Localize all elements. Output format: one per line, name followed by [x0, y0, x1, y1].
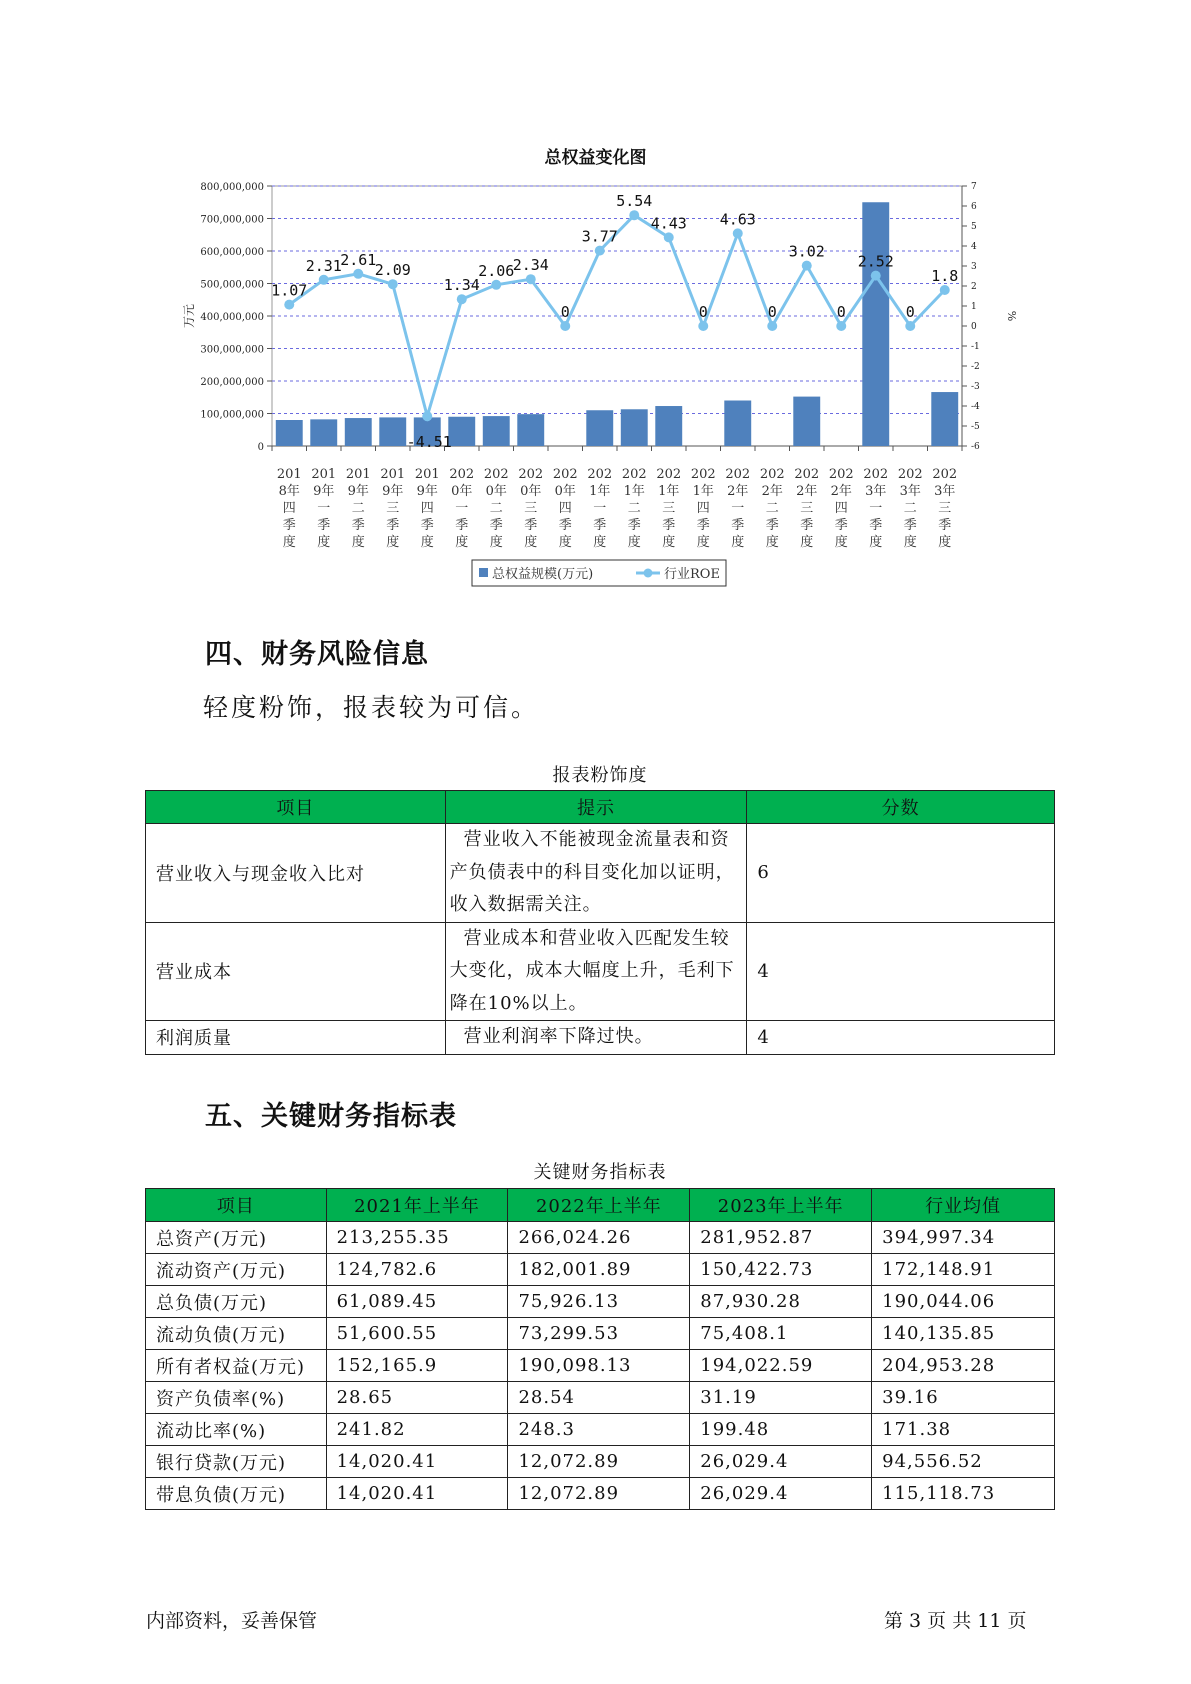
x-tick-label: 三: [524, 501, 538, 516]
header-cell: 2023年上半年: [690, 1189, 872, 1222]
equity-bar: [724, 401, 751, 447]
roe-data-label: 2.61: [340, 250, 377, 269]
y-right-tick-label: 0: [971, 322, 977, 332]
x-tick-label: 季: [351, 518, 365, 533]
footer-page-number: 第 3 页 共 11 页: [884, 1610, 1027, 1632]
x-tick-label: 季: [696, 518, 710, 533]
metric-value-cell: 115,118.73: [872, 1478, 1055, 1510]
header-cell: 项目: [146, 1189, 327, 1222]
x-tick-label: 1年: [658, 484, 680, 499]
x-tick-label: 度: [662, 535, 676, 550]
risk-score-cell: 6: [747, 824, 1055, 923]
header-cell: 项目: [146, 791, 446, 824]
x-tick-label: 二: [903, 501, 917, 516]
roe-data-label: 5.54: [616, 192, 653, 211]
metric-name-cell: 带息负债(万元): [146, 1478, 327, 1510]
x-tick-label: 202: [518, 467, 544, 482]
header-cell: 分数: [747, 791, 1055, 824]
y-left-tick-label: 600,000,000: [200, 247, 264, 258]
x-tick-label: 9年: [416, 484, 438, 499]
key-table-row: [146, 1350, 1055, 1382]
x-tick-label: 季: [489, 518, 503, 533]
metric-name-cell: 总资产(万元): [146, 1222, 327, 1254]
y-right-tick-label: 4: [971, 242, 977, 252]
y-left-tick-label: 700,000,000: [200, 214, 264, 226]
metric-value-cell: 51,600.55: [326, 1318, 508, 1350]
metric-value-cell: 204,953.28: [872, 1350, 1055, 1382]
risk-summary: 轻度粉饰，报表较为可信。: [203, 693, 540, 722]
x-tick-label: 度: [903, 535, 917, 550]
y-right-tick-label: -3: [971, 382, 980, 392]
x-tick-label: 3年: [899, 484, 921, 499]
equity-chart: [0, 0, 1191, 600]
roe-data-label: 0: [767, 303, 777, 321]
x-tick-label: 9年: [347, 484, 369, 499]
metric-value-cell: 194,022.59: [690, 1350, 872, 1382]
key-table-row: [146, 1478, 1055, 1510]
roe-data-label: 2.06: [478, 261, 515, 280]
x-tick-label: 202: [656, 467, 682, 482]
y-right-tick-label: 1: [971, 302, 977, 312]
risk-table-row: [146, 1021, 1055, 1055]
roe-data-label: 2.31: [305, 256, 342, 275]
y-right-tick-label: 3: [971, 262, 977, 272]
x-tick-label: 9年: [382, 484, 404, 499]
x-tick-label: 四: [834, 501, 848, 516]
x-tick-label: 度: [869, 535, 883, 550]
roe-point: [767, 321, 777, 331]
risk-hint-line: 降在10%以上。: [449, 992, 588, 1014]
x-tick-label: 一: [869, 501, 883, 516]
metric-value-cell: 172,148.91: [872, 1254, 1055, 1286]
risk-table-header: [146, 791, 1055, 824]
metric-value-cell: 75,926.13: [508, 1286, 690, 1318]
legend-bar-label: 总权益规模(万元): [492, 567, 594, 582]
equity-bar: [310, 419, 337, 446]
x-tick-label: 度: [489, 535, 503, 550]
roe-data-label: 2.09: [374, 261, 411, 280]
roe-data-label: 0: [905, 303, 915, 321]
roe-data-label: 2.34: [512, 256, 549, 275]
x-tick-label: 1年: [692, 484, 714, 499]
y-left-tick-label: 800,000,000: [200, 182, 264, 193]
x-tick-label: 季: [627, 518, 641, 533]
y-right-tick-label: 6: [971, 202, 977, 212]
roe-point: [526, 274, 536, 284]
roe-data-label: 1.8: [931, 267, 959, 285]
x-tick-label: 二: [351, 501, 365, 516]
roe-point: [491, 280, 501, 290]
equity-bar: [379, 417, 406, 446]
x-tick-label: 201: [414, 467, 440, 482]
key-table-row: [146, 1446, 1055, 1478]
roe-data-label: 2.52: [857, 252, 894, 271]
metric-value-cell: 140,135.85: [872, 1318, 1055, 1350]
x-tick-label: 季: [593, 518, 607, 533]
x-tick-label: 202: [932, 467, 958, 482]
equity-bar: [276, 420, 303, 446]
x-tick-label: 度: [627, 535, 641, 550]
roe-data-label: 1.07: [271, 281, 308, 300]
x-tick-label: 度: [696, 535, 710, 550]
risk-score-cell: 4: [747, 922, 1055, 1021]
y-right-tick-label: -2: [971, 362, 980, 372]
x-tick-label: 202: [725, 467, 751, 482]
roe-data-label: 0: [836, 303, 846, 321]
metric-name-cell: 流动资产(万元): [146, 1254, 327, 1286]
equity-bar: [345, 418, 372, 446]
risk-table-row: [146, 922, 1055, 1021]
x-tick-label: 202: [759, 467, 785, 482]
x-tick-label: 季: [800, 518, 814, 533]
x-tick-label: 202: [621, 467, 647, 482]
roe-data-label: 4.43: [650, 214, 687, 233]
x-tick-label: 8年: [278, 484, 300, 499]
roe-point: [802, 261, 812, 271]
x-tick-label: 202: [690, 467, 716, 482]
x-tick-label: 季: [662, 518, 676, 533]
metric-value-cell: 39.16: [872, 1382, 1055, 1414]
x-tick-label: 度: [282, 535, 296, 550]
x-tick-label: 季: [455, 518, 469, 533]
risk-hint-line: 大变化，成本大幅度上升，毛利下: [449, 960, 735, 981]
x-tick-label: 1年: [589, 484, 611, 499]
roe-point: [353, 269, 363, 279]
x-tick-label: 度: [800, 535, 814, 550]
x-tick-label: 度: [731, 535, 745, 550]
header-cell: 2022年上半年: [508, 1189, 690, 1222]
roe-point: [629, 210, 639, 220]
risk-table-row: [146, 824, 1055, 923]
metric-value-cell: 12,072.89: [508, 1478, 690, 1510]
metric-value-cell: 61,089.45: [326, 1286, 508, 1318]
metric-value-cell: 190,044.06: [872, 1286, 1055, 1318]
risk-table-caption: 报表粉饰度: [552, 765, 648, 786]
x-tick-label: 四: [282, 501, 296, 516]
legend-line-label: 行业ROE: [664, 567, 720, 582]
metric-value-cell: 213,255.35: [326, 1222, 508, 1254]
x-tick-label: 度: [386, 535, 400, 550]
x-tick-label: 一: [455, 501, 469, 516]
metric-value-cell: 266,024.26: [508, 1222, 690, 1254]
key-table-header: [146, 1189, 1055, 1222]
x-tick-label: 二: [627, 501, 641, 516]
risk-hint-line: 产负债表中的科目变化加以证明，: [449, 861, 735, 883]
y-left-tick-label: 500,000,000: [200, 279, 264, 291]
x-tick-label: 季: [524, 518, 538, 533]
roe-point: [905, 321, 915, 331]
roe-point: [595, 246, 605, 256]
x-tick-label: 三: [800, 501, 814, 516]
equity-bar: [621, 409, 648, 446]
x-tick-label: 0年: [520, 484, 542, 499]
equity-bar: [793, 397, 820, 446]
y-right-tick-label: 7: [971, 182, 977, 192]
y-right-tick-label: 5: [971, 222, 977, 232]
metric-value-cell: 248.3: [508, 1414, 690, 1446]
risk-hint-line: 营业利润率下降过快。: [463, 1026, 654, 1047]
metric-name-cell: 流动比率(%): [146, 1414, 327, 1446]
roe-point: [457, 294, 467, 304]
x-tick-label: 度: [524, 535, 538, 550]
risk-hint-cell: [445, 824, 747, 923]
x-tick-label: 一: [731, 501, 745, 516]
roe-data-label: 3.02: [788, 242, 825, 261]
metric-value-cell: 171.38: [872, 1414, 1055, 1446]
metric-name-cell: 总负债(万元): [146, 1286, 327, 1318]
x-tick-label: 202: [897, 467, 923, 482]
metric-value-cell: 199.48: [690, 1414, 872, 1446]
risk-hint-line: 营业成本和营业收入匹配发生较: [463, 927, 730, 949]
metric-value-cell: 87,930.28: [690, 1286, 872, 1318]
y-right-tick-label: 2: [971, 282, 977, 292]
metric-value-cell: 26,029.4: [690, 1478, 872, 1510]
roe-point: [560, 321, 570, 331]
roe-point: [871, 271, 881, 281]
metric-value-cell: 14,020.41: [326, 1446, 508, 1478]
key-table-row: [146, 1286, 1055, 1318]
metric-value-cell: 31.19: [690, 1382, 872, 1414]
roe-point: [698, 321, 708, 331]
y-left-tick-label: 400,000,000: [200, 312, 264, 323]
x-tick-label: 202: [552, 467, 578, 482]
x-tick-label: 三: [386, 501, 400, 516]
key-table-row: [146, 1382, 1055, 1414]
y-right-tick-label: -1: [971, 342, 980, 352]
header-cell: 2021年上半年: [326, 1189, 508, 1222]
roe-point: [836, 321, 846, 331]
x-tick-label: 季: [765, 518, 779, 533]
x-tick-label: 202: [483, 467, 509, 482]
roe-point: [940, 285, 950, 295]
section5-heading: 五、关键财务指标表: [205, 1101, 457, 1132]
x-tick-label: 二: [489, 501, 503, 516]
x-tick-label: 度: [834, 535, 848, 550]
metric-value-cell: 73,299.53: [508, 1318, 690, 1350]
x-tick-label: 202: [449, 467, 475, 482]
metric-name-cell: 银行贷款(万元): [146, 1446, 327, 1478]
x-tick-label: 一: [593, 501, 607, 516]
x-tick-label: 季: [869, 518, 883, 533]
x-tick-label: 度: [593, 535, 607, 550]
x-tick-label: 季: [386, 518, 400, 533]
x-tick-label: 2年: [830, 484, 852, 499]
equity-bar: [931, 392, 958, 446]
key-table-caption: 关键财务指标表: [533, 1162, 667, 1183]
x-tick-label: 季: [731, 518, 745, 533]
x-tick-label: 202: [587, 467, 613, 482]
y-right-tick-label: -4: [971, 402, 980, 412]
section4-heading: 四、财务风险信息: [205, 639, 429, 670]
metric-value-cell: 394,997.34: [872, 1222, 1055, 1254]
metric-value-cell: 152,165.9: [326, 1350, 508, 1382]
x-tick-label: 201: [276, 467, 302, 482]
x-tick-label: 四: [558, 501, 572, 516]
y-left-tick-label: 0: [257, 442, 264, 453]
x-tick-label: 0年: [451, 484, 473, 499]
x-tick-label: 季: [903, 518, 917, 533]
equity-bar: [483, 416, 510, 446]
header-cell: 提示: [445, 791, 747, 824]
risk-item-cell: 营业成本: [146, 922, 446, 1021]
x-tick-label: 1年: [623, 484, 645, 499]
metric-value-cell: 94,556.52: [872, 1446, 1055, 1478]
header-cell: 行业均值: [872, 1189, 1055, 1222]
x-tick-label: 三: [662, 501, 676, 516]
metric-value-cell: 190,098.13: [508, 1350, 690, 1382]
x-tick-label: 202: [794, 467, 820, 482]
x-tick-label: 三: [938, 501, 952, 516]
x-tick-label: 度: [558, 535, 572, 550]
roe-point: [284, 300, 294, 310]
x-tick-label: 四: [420, 501, 434, 516]
x-tick-label: 0年: [554, 484, 576, 499]
roe-point: [388, 279, 398, 289]
equity-bar: [586, 410, 613, 446]
key-financial-table: [145, 1188, 1055, 1510]
key-table-row: [146, 1414, 1055, 1446]
risk-hint-line: 营业收入不能被现金流量表和资: [463, 829, 730, 850]
equity-bar: [655, 406, 682, 446]
metric-value-cell: 75,408.1: [690, 1318, 872, 1350]
x-tick-label: 季: [938, 518, 952, 533]
risk-hint-cell: [445, 922, 747, 1021]
x-tick-label: 度: [455, 535, 469, 550]
chart-title: 总权益变化图: [544, 148, 647, 168]
x-tick-label: 季: [420, 518, 434, 533]
x-tick-label: 季: [834, 518, 848, 533]
roe-point: [319, 275, 329, 285]
x-tick-label: 四: [696, 501, 710, 516]
x-tick-label: 度: [351, 535, 365, 550]
legend-line-marker: [644, 569, 653, 578]
x-tick-label: 季: [558, 518, 572, 533]
risk-hint-line: 收入数据需关注。: [449, 894, 602, 915]
x-tick-label: 3年: [865, 484, 887, 499]
metric-name-cell: 流动负债(万元): [146, 1318, 327, 1350]
roe-data-label: 1.34: [443, 276, 480, 295]
x-tick-label: 201: [345, 467, 371, 482]
x-tick-label: 201: [380, 467, 406, 482]
metric-name-cell: 资产负债率(%): [146, 1382, 327, 1414]
risk-table: [145, 790, 1055, 1055]
x-tick-label: 9年: [313, 484, 335, 499]
y-right-axis-label: %: [1005, 310, 1018, 322]
metric-name-cell: 所有者权益(万元): [146, 1350, 327, 1382]
equity-bar: [862, 202, 889, 446]
risk-item-cell: 利润质量: [146, 1021, 446, 1055]
roe-data-label: 0: [560, 303, 570, 321]
x-tick-label: 202: [828, 467, 854, 482]
x-tick-label: 季: [317, 518, 331, 533]
key-table-row: [146, 1318, 1055, 1350]
x-tick-label: 2年: [727, 484, 749, 499]
metric-value-cell: 26,029.4: [690, 1446, 872, 1478]
roe-data-label: 3.77: [581, 227, 618, 246]
footer-confidential: 内部资料，妥善保管: [146, 1610, 318, 1632]
roe-point: [422, 411, 432, 421]
y-left-tick-label: 200,000,000: [200, 377, 264, 388]
roe-point: [664, 232, 674, 242]
equity-bar: [517, 414, 544, 446]
metric-value-cell: 28.54: [508, 1382, 690, 1414]
x-tick-label: 度: [420, 535, 434, 550]
roe-data-label: 0: [698, 303, 708, 321]
x-tick-label: 度: [317, 535, 331, 550]
equity-bar: [448, 417, 475, 446]
x-tick-label: 二: [765, 501, 779, 516]
metric-value-cell: 124,782.6: [326, 1254, 508, 1286]
y-right-tick-label: -6: [971, 442, 980, 452]
x-tick-label: 度: [765, 535, 779, 550]
metric-value-cell: 182,001.89: [508, 1254, 690, 1286]
x-tick-label: 202: [863, 467, 889, 482]
metric-value-cell: 14,020.41: [326, 1478, 508, 1510]
y-left-tick-label: 100,000,000: [200, 409, 264, 421]
x-tick-label: 0年: [485, 484, 507, 499]
metric-value-cell: 12,072.89: [508, 1446, 690, 1478]
legend-bar-swatch: [479, 568, 488, 577]
metric-value-cell: 28.65: [326, 1382, 508, 1414]
y-left-axis-label: 万元: [182, 303, 196, 329]
roe-point: [733, 228, 743, 238]
roe-data-label: 4.63: [719, 210, 756, 229]
metric-value-cell: 241.82: [326, 1414, 508, 1446]
x-tick-label: 季: [282, 518, 296, 533]
x-tick-label: 3年: [934, 484, 956, 499]
y-right-tick-label: -5: [971, 422, 980, 432]
metric-value-cell: 281,952.87: [690, 1222, 872, 1254]
risk-hint-cell: [445, 1021, 747, 1055]
key-table-row: [146, 1222, 1055, 1254]
x-tick-label: 201: [311, 467, 337, 482]
y-left-tick-label: 300,000,000: [200, 344, 264, 356]
x-tick-label: 一: [317, 501, 331, 516]
roe-data-label: -4.51: [406, 433, 452, 452]
x-tick-label: 2年: [796, 484, 818, 499]
x-tick-label: 度: [938, 535, 952, 550]
risk-item-cell: 营业收入与现金收入比对: [146, 824, 446, 923]
metric-value-cell: 150,422.73: [690, 1254, 872, 1286]
x-tick-label: 2年: [761, 484, 783, 499]
key-table-row: [146, 1254, 1055, 1286]
risk-score-cell: 4: [747, 1021, 1055, 1055]
